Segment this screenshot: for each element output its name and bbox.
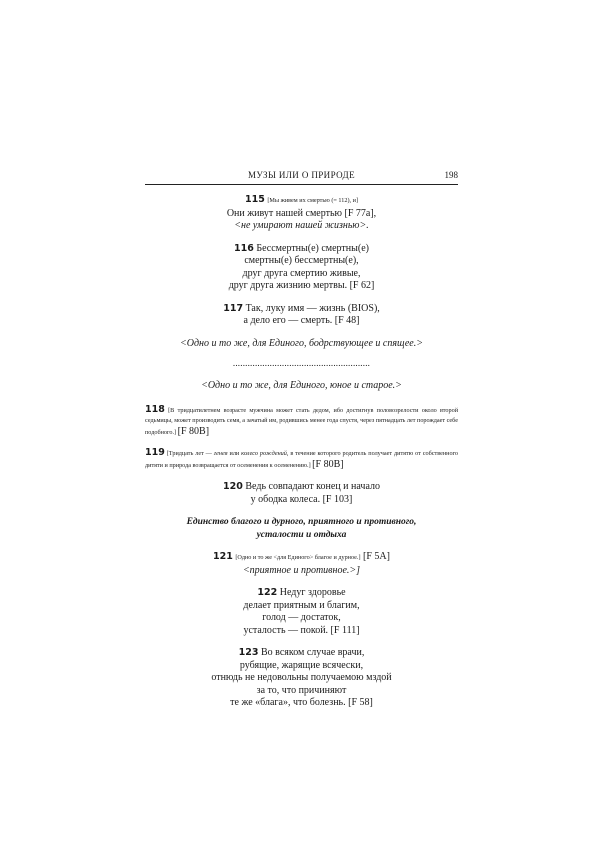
fragment-115-first-line [145, 194, 458, 208]
fragment-line: а дело его — смерть. [F 48] [243, 315, 360, 326]
fragment-number: 117 [223, 302, 244, 314]
fragment-121-first-line [145, 551, 458, 565]
fragment-123 [145, 647, 458, 710]
running-title: МУЗЫ ИЛИ О ПРИРОДЕ [248, 170, 355, 180]
page-number: 198 [444, 170, 458, 180]
fragment-122-first-line [145, 587, 458, 600]
fragment-number: 115 [244, 194, 265, 205]
fragment-line: Они живут нашей смертью [F 77a], [226, 207, 377, 219]
page-header [145, 170, 458, 184]
section-heading-line: Единство благого и дурного, приятного и противного, [186, 517, 417, 527]
fragment-line: <приятное и противное.>] [242, 564, 361, 576]
fragment-line: усталость — покой. [F 111] [243, 624, 360, 636]
fragment-116 [145, 243, 458, 293]
fragment-117 [145, 303, 458, 328]
editorial-note: <Одно и то же, для Единого, бодрствующее и спящее.> [180, 337, 423, 349]
header-rule [145, 184, 458, 185]
fragment-line: <не умирают нашей жизнью>. [234, 220, 369, 231]
fragment-line: за то, что причиняют [256, 684, 347, 696]
fragment-120-first-line [145, 481, 458, 494]
section-heading [145, 516, 458, 541]
fragment-line: рубящие, жарящие всячески, [239, 659, 364, 671]
fragment-120 [145, 481, 458, 506]
fragment-text-italic: колесо рождений, [241, 450, 289, 457]
fragment-reference: [F 80B] [312, 458, 344, 470]
fragment-reference: [F 80B] [177, 425, 210, 437]
page-body [145, 194, 458, 720]
fragment-text: [В тридцатилетнем возрасте мужчина может стать дедом, ибо достигнув половозрелости около второй седьмицы, может производить семя, а зачатый им, родившись менее года спустя, через пятнадцать лет порождает себе подобного.] [145, 406, 459, 436]
fragment-line: друг друга жизнию мертвы. [F 62] [228, 280, 375, 291]
fragment-line: Так, луку имя — жизнь (BIOS), [245, 302, 380, 314]
section-heading-line: усталости и отдыха [256, 529, 347, 540]
fragment-line: Бессмертны(е) смертны(е) [256, 242, 369, 254]
fragment-line: те же «блага», что болезнь. [F 58] [230, 697, 373, 708]
fragment-121 [145, 551, 458, 577]
fragment-number: 120 [223, 481, 243, 492]
fragment-reference: [F 5A] [363, 551, 390, 562]
fragment-122 [145, 587, 458, 637]
fragment-119 [145, 448, 458, 471]
fragment-line: отнюдь не недовольны получаемою мздой [211, 672, 392, 683]
fragment-line: смертны(е) бессмертны(е), [244, 255, 359, 266]
fragment-123-first-line [145, 647, 458, 660]
fragment-115 [145, 194, 458, 233]
fragment-number: 123 [238, 647, 259, 658]
fragment-note: [Одно и то же <для Единого> благое и дурное.] [235, 554, 361, 561]
fragment-116-first-line [145, 243, 458, 256]
fragment-line: у ободка колеса. [F 103] [250, 493, 353, 505]
editorial-note: <Одно и то же, для Единого, юное и старое.> [201, 380, 402, 391]
fragment-number: 116 [234, 242, 254, 254]
fragment-117-first-line [145, 303, 458, 316]
fragment-text: в течение которого родитель получает дитятю от собственного дитяти и природа возвращается от осеменения к осеменению.] [145, 450, 459, 469]
fragment-text: или [229, 450, 240, 457]
fragment-number: 118 [145, 403, 165, 415]
fragment-text-italic: генея [213, 450, 228, 457]
fragment-line: Во всяком случае врачи, [261, 647, 365, 658]
fragment-number: 121 [213, 551, 233, 562]
dotted-separator: ........................................................ [232, 358, 371, 368]
fragment-line: делает приятным и благим, [243, 599, 360, 611]
fragment-number: 119 [145, 447, 165, 458]
fragment-line: Недуг здоровье [279, 587, 346, 598]
fragment-118 [145, 405, 458, 439]
fragment-line: голод — достаток, [262, 612, 341, 623]
fragment-line: друг друга смертию живые, [242, 267, 361, 279]
fragment-note: [Мы живем их смертью (= 112), и] [267, 197, 359, 204]
fragment-line: Ведь совпадают конец и начало [245, 481, 380, 492]
fragment-number: 122 [257, 587, 278, 598]
fragment-text: [Тридцать лет — [166, 450, 212, 457]
